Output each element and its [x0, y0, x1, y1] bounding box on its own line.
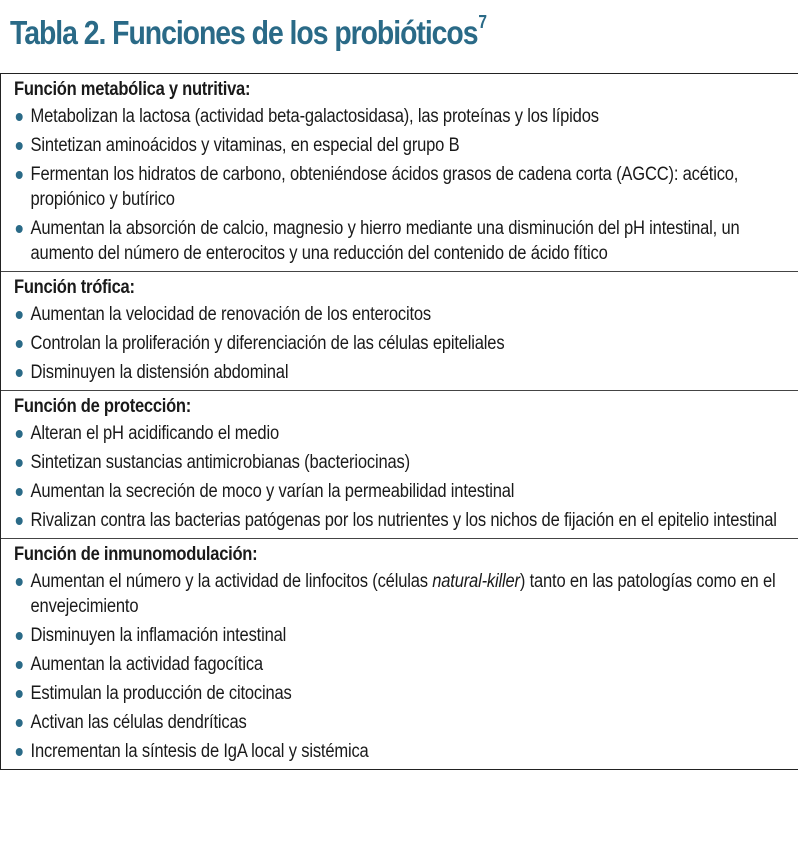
list-item-text: Aumentan el número y la actividad de linfocitos (células: [30, 571, 433, 592]
list-item: Aumentan la actividad fagocítica: [14, 652, 788, 677]
section-content: [14, 276, 788, 385]
section-heading: Función de protección:: [14, 396, 192, 417]
list-item: Controlan la proliferación y diferenciación de las células epiteliales: [14, 331, 788, 356]
bullet-list: [14, 421, 788, 533]
section-funcion-metabolica-y-nutritiva: [1, 74, 798, 272]
bullet-list: [14, 104, 788, 266]
section-heading: Función metabólica y nutritiva:: [14, 79, 251, 100]
list-item: Sintetizan aminoácidos y vitaminas, en especial del grupo B: [14, 133, 788, 158]
functions-table: [0, 73, 798, 770]
section-heading: Función trófica:: [14, 277, 135, 298]
list-item: Sintetizan sustancias antimicrobianas (bacteriocinas): [14, 450, 788, 475]
list-item: Aumentan la secreción de moco y varían la permeabilidad intestinal: [14, 479, 788, 504]
table-title: [10, 14, 486, 52]
table-title-text: Tabla 2. Funciones de los probióticos: [10, 14, 478, 51]
list-item: [14, 569, 788, 619]
list-item: Metabolizan la lactosa (actividad beta-galactosidasa), las proteínas y los lípidos: [14, 104, 788, 129]
list-item: Disminuyen la distensión abdominal: [14, 360, 788, 385]
list-item: Incrementan la síntesis de IgA local y sistémica: [14, 739, 788, 764]
reference-superscript: 7: [478, 12, 486, 32]
bullet-list: [14, 569, 788, 764]
section-content: [14, 395, 788, 533]
section-content: [14, 78, 788, 266]
list-item: Rivalizan contra las bacterias patógenas por los nutrientes y los nichos de fijación en el epitelio intestinal: [14, 508, 788, 533]
section-funcion-trofica: [1, 272, 798, 391]
list-item-italic: natural-killer: [432, 571, 520, 592]
list-item-text: ) tanto en las patologías como en el envejecimiento: [30, 571, 776, 617]
list-item: Alteran el pH acidificando el medio: [14, 421, 788, 446]
list-item: Disminuyen la inflamación intestinal: [14, 623, 788, 648]
list-item: Aumentan la velocidad de renovación de los enterocitos: [14, 302, 788, 327]
bullet-list: [14, 302, 788, 385]
list-item: Aumentan la absorción de calcio, magnesio y hierro mediante una disminución del pH intestinal, un aumento del número de enterocitos y una reducción del contenido de ácido fítico: [14, 216, 788, 266]
list-item: Estimulan la producción de citocinas: [14, 681, 788, 706]
list-item: Activan las células dendríticas: [14, 710, 788, 735]
section-funcion-de-proteccion: [1, 391, 798, 539]
section-funcion-de-inmunomodulacion: [1, 539, 798, 769]
list-item: Fermentan los hidratos de carbono, obteniéndose ácidos grasos de cadena corta (AGCC): acético, propiónico y butírico: [14, 162, 788, 212]
section-content: [14, 543, 788, 764]
section-heading: Función de inmunomodulación:: [14, 544, 258, 565]
